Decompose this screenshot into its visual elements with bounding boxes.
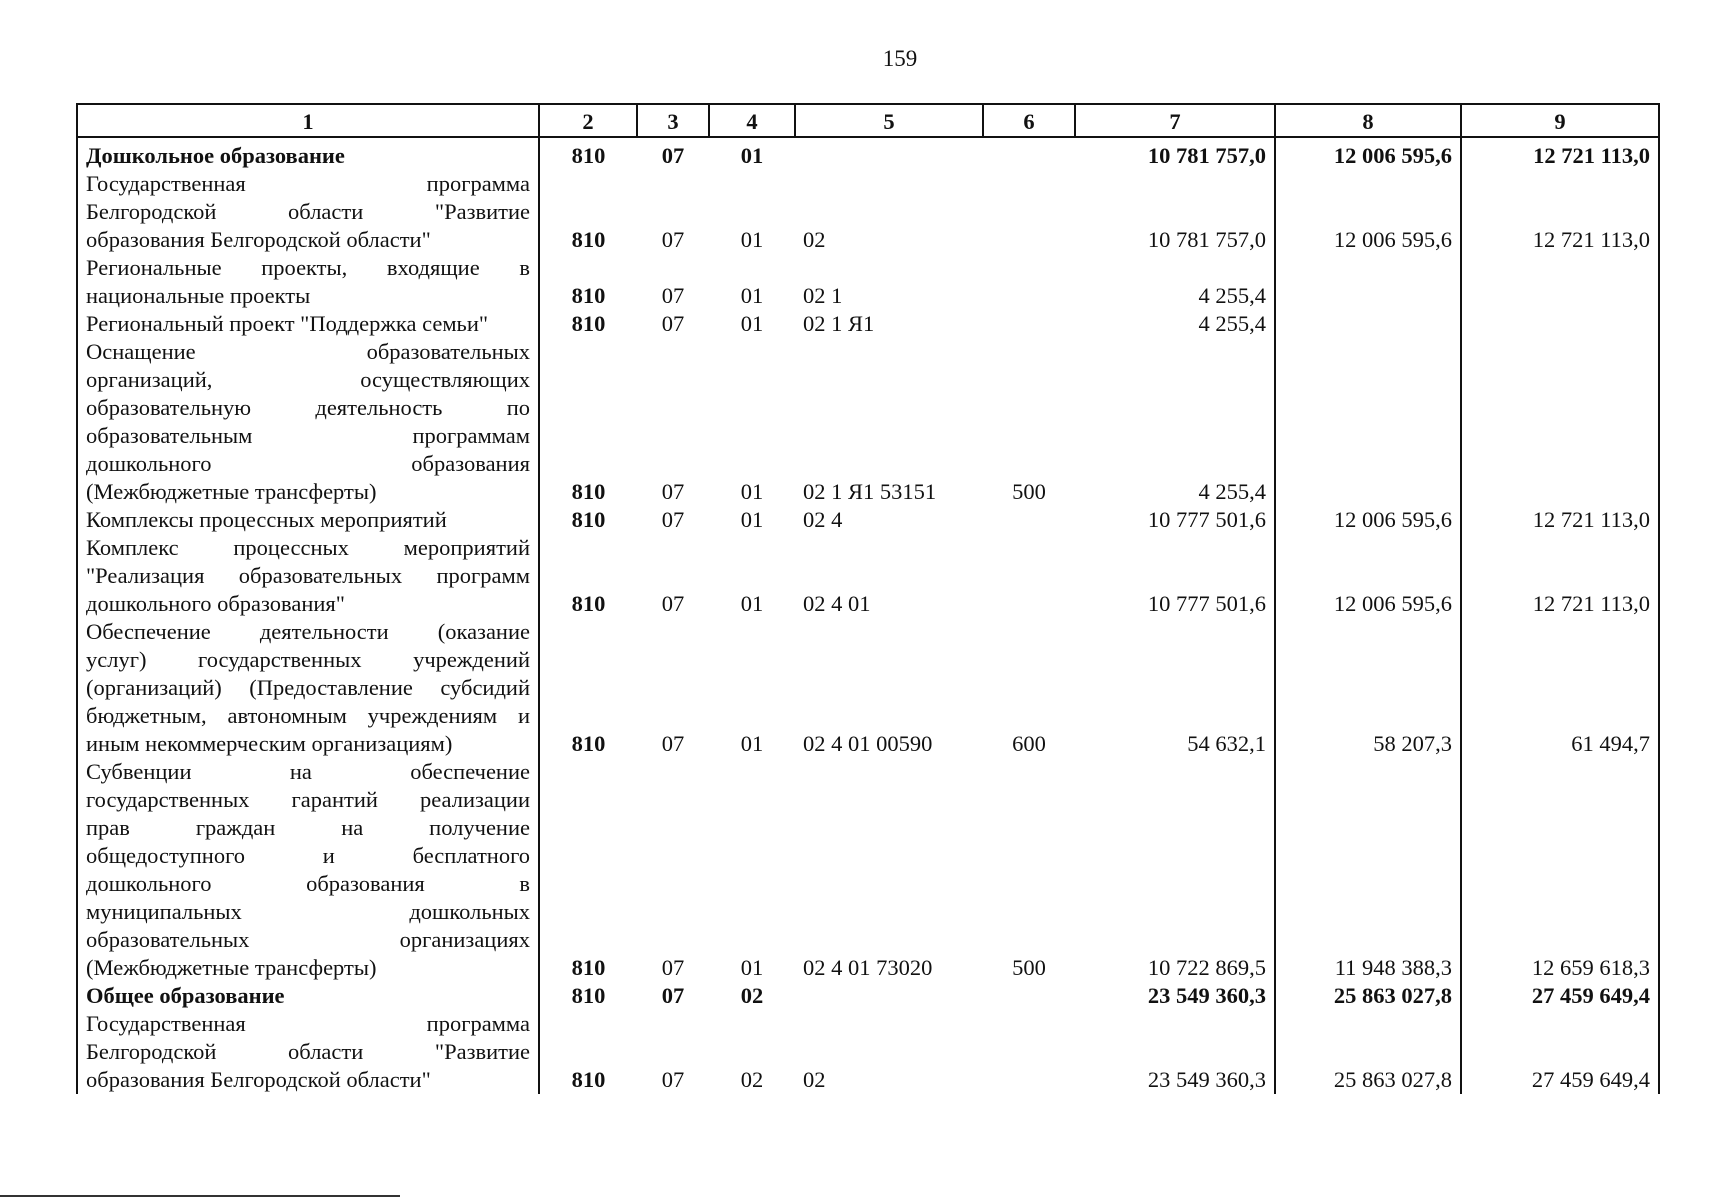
amount-year-3: 27 459 649,4: [1461, 1010, 1659, 1094]
amount-year-2: 25 863 027,8: [1275, 982, 1461, 1010]
row-name-line: Региональные проекты, входящие в: [86, 255, 530, 280]
ministry-code: 810: [539, 137, 637, 170]
column-header-5: 5: [795, 104, 983, 137]
amount-year-2: 58 207,3: [1275, 618, 1461, 758]
amount-year-3: [1461, 338, 1659, 506]
amount-year-3: 61 494,7: [1461, 618, 1659, 758]
row-name: [77, 506, 539, 534]
ministry-code: 810: [539, 254, 637, 310]
expense-type-code: [983, 1010, 1075, 1094]
column-header-1: 1: [77, 104, 539, 137]
target-article-code: 02 1 Я1: [803, 311, 875, 336]
expense-type-code: [983, 254, 1075, 310]
expense-type-code: 500: [1012, 479, 1046, 504]
table-row: [77, 137, 1659, 170]
section-code: 07: [661, 507, 685, 532]
expense-type-code: [983, 506, 1075, 534]
row-name-line: Белгородской области "Развитие: [86, 199, 530, 224]
section-code: 07: [661, 731, 685, 756]
amount-year-1: 23 549 360,3: [1075, 982, 1275, 1010]
ministry-code: 810: [539, 506, 637, 534]
amount-year-2: 12 006 595,6: [1275, 506, 1461, 534]
expense-type-code: [983, 137, 1075, 170]
row-name-line: услуг) государственных учреждений: [86, 647, 530, 672]
amount-year-1: 10 722 869,5: [1075, 758, 1275, 982]
row-name: [77, 1010, 539, 1094]
row-name-line: дошкольного образования": [86, 591, 345, 616]
amount-year-2: [1275, 310, 1461, 338]
amount-year-1: 10 781 757,0: [1075, 170, 1275, 254]
row-name-line: национальные проекты: [86, 283, 311, 308]
table-row: [77, 758, 1659, 982]
expense-type-code: 500: [1012, 955, 1046, 980]
amount-year-1: 10 781 757,0: [1075, 137, 1275, 170]
row-name-line: Региональный проект "Поддержка семьи": [86, 311, 489, 336]
amount-year-1: 10 777 501,6: [1075, 506, 1275, 534]
row-name-line: дошкольного образования в: [86, 871, 530, 896]
section-code: 07: [661, 591, 685, 616]
row-name: [77, 618, 539, 758]
amount-year-3: 12 721 113,0: [1461, 137, 1659, 170]
row-name: [77, 254, 539, 310]
scan-border-line: [0, 1195, 400, 1197]
table-row: [77, 618, 1659, 758]
table-row: [77, 982, 1659, 1010]
section-code: 07: [661, 311, 685, 336]
amount-year-2: [1275, 338, 1461, 506]
table-row: [77, 1010, 1659, 1094]
column-header-6: 6: [983, 104, 1075, 137]
target-article-code: 02: [803, 227, 826, 252]
row-name-line: общедоступного и бесплатного: [86, 843, 530, 868]
row-name-line: прав граждан на получение: [86, 815, 530, 840]
column-header-2: 2: [539, 104, 637, 137]
expense-type-code: 600: [1012, 731, 1046, 756]
row-name: [77, 137, 539, 170]
target-article-code: 02 4 01 00590: [803, 731, 933, 756]
row-name-line: (Межбюджетные трансферты): [86, 479, 377, 504]
row-name: [77, 170, 539, 254]
subsection-code: 01: [740, 591, 764, 616]
row-name-line: Субвенции на обеспечение: [86, 759, 530, 784]
subsection-code: 01: [740, 479, 764, 504]
column-header-9: 9: [1461, 104, 1659, 137]
row-name-line: Государственная программа: [86, 1011, 530, 1036]
amount-year-1: 54 632,1: [1075, 618, 1275, 758]
page-number: 159: [882, 46, 918, 71]
amount-year-2: 25 863 027,8: [1275, 1010, 1461, 1094]
row-name-line: государственных гарантий реализации: [86, 787, 530, 812]
row-name-line: Белгородской области "Развитие: [86, 1039, 530, 1064]
row-name: [77, 982, 539, 1010]
amount-year-3: [1461, 254, 1659, 310]
row-name-line: организаций, осуществляющих: [86, 367, 530, 392]
row-name-line: (Межбюджетные трансферты): [86, 955, 377, 980]
ministry-code: 810: [539, 310, 637, 338]
ministry-code: 810: [539, 534, 637, 618]
amount-year-2: [1275, 254, 1461, 310]
subsection-code: 01: [740, 507, 764, 532]
budget-table: [76, 103, 1660, 1094]
row-name: [77, 338, 539, 506]
row-name-line: образовательных организациях: [86, 927, 530, 952]
amount-year-2: 11 948 388,3: [1275, 758, 1461, 982]
row-name-line: образования Белгородской области": [86, 1067, 431, 1092]
row-name-line: "Реализация образовательных программ: [86, 563, 530, 588]
column-header-8: 8: [1275, 104, 1461, 137]
table-row: [77, 338, 1659, 506]
ministry-code: 810: [539, 170, 637, 254]
subsection-code: 02: [740, 983, 764, 1008]
row-name-line: образовательную деятельность по: [86, 395, 530, 420]
column-header-7: 7: [1075, 104, 1275, 137]
amount-year-1: 10 777 501,6: [1075, 534, 1275, 618]
row-name-line: Оснащение образовательных: [86, 339, 530, 364]
subsection-code: 01: [740, 227, 764, 252]
row-name-line: Дошкольное образование: [86, 143, 345, 168]
target-article-code: [795, 137, 983, 170]
amount-year-3: 12 721 113,0: [1461, 506, 1659, 534]
amount-year-1: 4 255,4: [1075, 338, 1275, 506]
amount-year-2: 12 006 595,6: [1275, 534, 1461, 618]
target-article-code: 02 4 01 73020: [803, 955, 933, 980]
row-name: [77, 534, 539, 618]
amount-year-3: 12 721 113,0: [1461, 534, 1659, 618]
target-article-code: [795, 982, 983, 1010]
ministry-code: 810: [539, 1010, 637, 1094]
subsection-code: 01: [740, 311, 764, 336]
ministry-code: 810: [539, 338, 637, 506]
amount-year-2: 12 006 595,6: [1275, 170, 1461, 254]
section-code: 07: [661, 955, 685, 980]
amount-year-2: 12 006 595,6: [1275, 137, 1461, 170]
expense-type-code: [983, 310, 1075, 338]
target-article-code: 02: [803, 1067, 826, 1092]
section-code: 07: [661, 227, 685, 252]
table-row: [77, 534, 1659, 618]
row-name: [77, 758, 539, 982]
row-name-line: (организаций) (Предоставление субсидий: [86, 675, 530, 700]
subsection-code: 01: [740, 283, 764, 308]
ministry-code: 810: [539, 758, 637, 982]
header-row: [77, 104, 1659, 137]
row-name-line: иным некоммерческим организациям): [86, 731, 453, 756]
table-body: [77, 137, 1659, 1094]
row-name-line: Общее образование: [86, 983, 285, 1008]
target-article-code: 02 4 01: [803, 591, 871, 616]
table-row: [77, 170, 1659, 254]
row-name: [77, 310, 539, 338]
row-name-line: дошкольного образования: [86, 451, 530, 476]
target-article-code: 02 1 Я1 53151: [803, 479, 937, 504]
section-code: 07: [661, 283, 685, 308]
subsection-code: 01: [740, 955, 764, 980]
subsection-code: 02: [740, 1067, 764, 1092]
amount-year-1: 4 255,4: [1075, 310, 1275, 338]
amount-year-3: 12 659 618,3: [1461, 758, 1659, 982]
row-name-line: Обеспечение деятельности (оказание: [86, 619, 530, 644]
subsection-code: 01: [740, 731, 764, 756]
section-code: 07: [661, 1067, 685, 1092]
amount-year-1: 23 549 360,3: [1075, 1010, 1275, 1094]
amount-year-3: 12 721 113,0: [1461, 170, 1659, 254]
table-row: [77, 254, 1659, 310]
section-code: 07: [661, 479, 685, 504]
table-row: [77, 506, 1659, 534]
ministry-code: 810: [539, 982, 637, 1010]
row-name-line: образовательным программам: [86, 423, 530, 448]
expense-type-code: [983, 170, 1075, 254]
row-name-line: Комплексы процессных мероприятий: [86, 507, 447, 532]
target-article-code: 02 4: [803, 507, 843, 532]
subsection-code: 01: [740, 143, 764, 168]
section-code: 07: [661, 143, 685, 168]
row-name-line: Комплекс процессных мероприятий: [86, 535, 530, 560]
row-name-line: бюджетным, автономным учреждениям и: [86, 703, 530, 728]
row-name-line: Государственная программа: [86, 171, 530, 196]
column-header-3: 3: [637, 104, 709, 137]
section-code: 07: [661, 983, 685, 1008]
column-header-4: 4: [709, 104, 795, 137]
row-name-line: образования Белгородской области": [86, 227, 431, 252]
ministry-code: 810: [539, 618, 637, 758]
amount-year-1: 4 255,4: [1075, 254, 1275, 310]
expense-type-code: [983, 982, 1075, 1010]
table-row: [77, 310, 1659, 338]
target-article-code: 02 1: [803, 283, 843, 308]
amount-year-3: 27 459 649,4: [1461, 982, 1659, 1010]
row-name-line: муниципальных дошкольных: [86, 899, 530, 924]
expense-type-code: [983, 534, 1075, 618]
amount-year-3: [1461, 310, 1659, 338]
